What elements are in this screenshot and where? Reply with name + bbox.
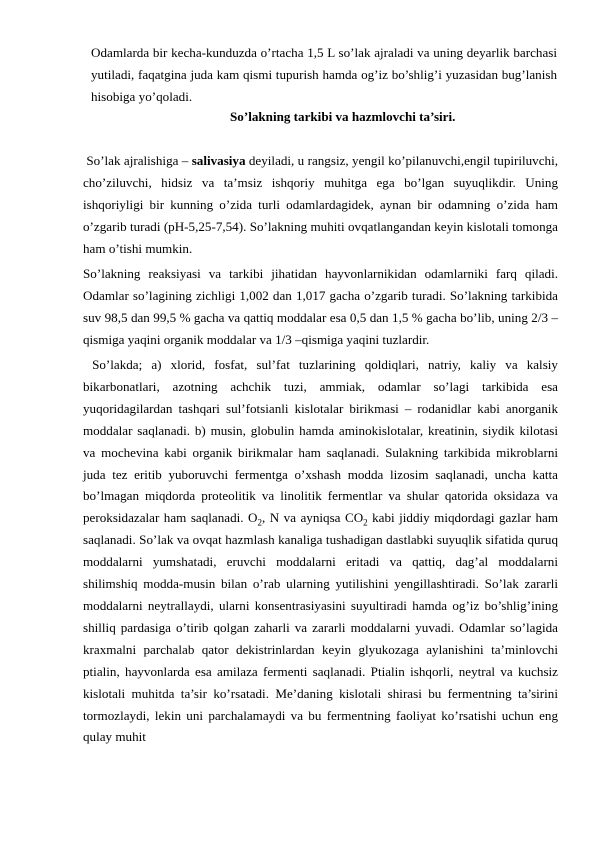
salivasiya-term: salivasiya: [191, 153, 246, 168]
section-heading: [230, 106, 560, 128]
paragraph-salivation-start: So’lak ajralishiga –: [83, 153, 192, 168]
paragraph-contents-part3: kabi jiddiy miqdordagi gazlar ham saqlanadi. So’lak va ovqat hazmlash kanaliga tushadigan dastlabki suyuqlik sifatida quruq moddalarni yumshatadi, eruvchi moddalarni eritadi va qattiq, dag’al moddalarni shilimshiq modda-musin bilan o’rab ularning yutilishini yengillashtiradi. So’lak zararli moddalarni neytrallaydi, ularni konsentrasiyasini suyultiradi hamda og’iz bo’shlig’ining shilliq pardasiga o’tirib qolgan zaharli va zararli moddalarni yuvadi. Odamlar so’lagida kraxmalni parchalab qator dekistrinlardan keyin glyukozaga aylanishini ta’minlovchi ptialin, hayvonlarda esa amilaza fermenti saqlanadi. Ptialin ishqorli, neytral va kuchsiz kislotali muhitda ta’sir ko’rsatadi. Me’daning kislotali shirasi bu fermentning ta’sirini tormozlaydi, lekin uni parchalamaydi va bu fermentning faoliyat ko’rsatishi uchun eng qulay muhit: [83, 510, 559, 745]
paragraph-salivation-rest: deyiladi, u rangsiz, yengil ko’pilanuvchi,engil tupiriluvchi, cho’ziluvchi, hidsiz va ta’msiz ishqoriy muhitga ega bo’lgan suyuqlikdir. Uning ishqoriyligi bir kunning o’zida turli odamlardagidek, aynan bir odamning o’zida ham o’zgarib turadi (pH-5,25-7,54). So’lakning muhiti ovqatlangandan keyin kislotali tomonga ham o’tishi mumkin.: [83, 153, 558, 256]
paragraph-composition: [83, 263, 558, 351]
paragraph-composition-text: So’lakning reaksiyasi va tarkibi jihatidan hayvonlarnikidan odamlarniki farq qiladi. Odamlar so’lagining zichligi 1,002 dan 1,017 gacha o’zgarib turadi. So’lakning tarkibida suv 98,5 dan 99,5 % gacha va qattiq moddalar esa 0,5 dan 1,5 % gacha bo’lib, uning 2/3 – qismiga yaqini organik moddalar va 1/3 –qismiga yaqini tuzlardir.: [83, 266, 558, 347]
intro-paragraph-text: Odamlarda bir kecha-kunduzda o’rtacha 1,5 L so’lak ajraladi va uning deyarlik barchasi yutiladi, faqatgina juda kam qismi tupurish hamda og’iz bo’shlig’i yuzasidan bug’lanish hisobiga yo’qoladi.: [91, 45, 557, 105]
section-heading-text: So’lakning tarkibi va hazmlovchi ta’siri.: [230, 109, 456, 124]
paragraph-contents-part1: So’lakda; a) xlorid, fosfat, sul’fat tuzlarining qoldiqlari, natriy, kaliy va kalsiy bikarbonatlari, azotning achchik tuzi, ammiak, odamlar so’lagi tarkibida esa yuqoridagilardan tashqari sul’fotsianli kislotalar birikmasi – rodanidlar kabi anorganik moddalar saqlanadi. b) musin, globulin hamda aminokislotalar, kreatinin, siydik kilotasi va mochevina kabi organik birikmalar ham saqlanadi. Sulakning tarkibida mikroblarni juda tez eritib yuboruvchi fermentga o’xshash modda lizosim saqlanadi, uncha katta bo’lmagan miqdorda proteolitik va linolitik fermentlar va shular qatorida oksidaza va peroksidazalar ham saqlanadi. O: [83, 357, 562, 526]
paragraph-contents-part2: , N va ayniqsa CO: [261, 510, 364, 526]
oxygen-subscript: 2: [257, 517, 262, 528]
paragraph-salivation: [83, 150, 558, 260]
co2-subscript: 2: [363, 517, 368, 528]
intro-paragraph: [91, 42, 557, 109]
paragraph-contents-text: [83, 354, 562, 748]
paragraph-salivation-text: [83, 150, 558, 260]
paragraph-contents: [83, 354, 562, 748]
